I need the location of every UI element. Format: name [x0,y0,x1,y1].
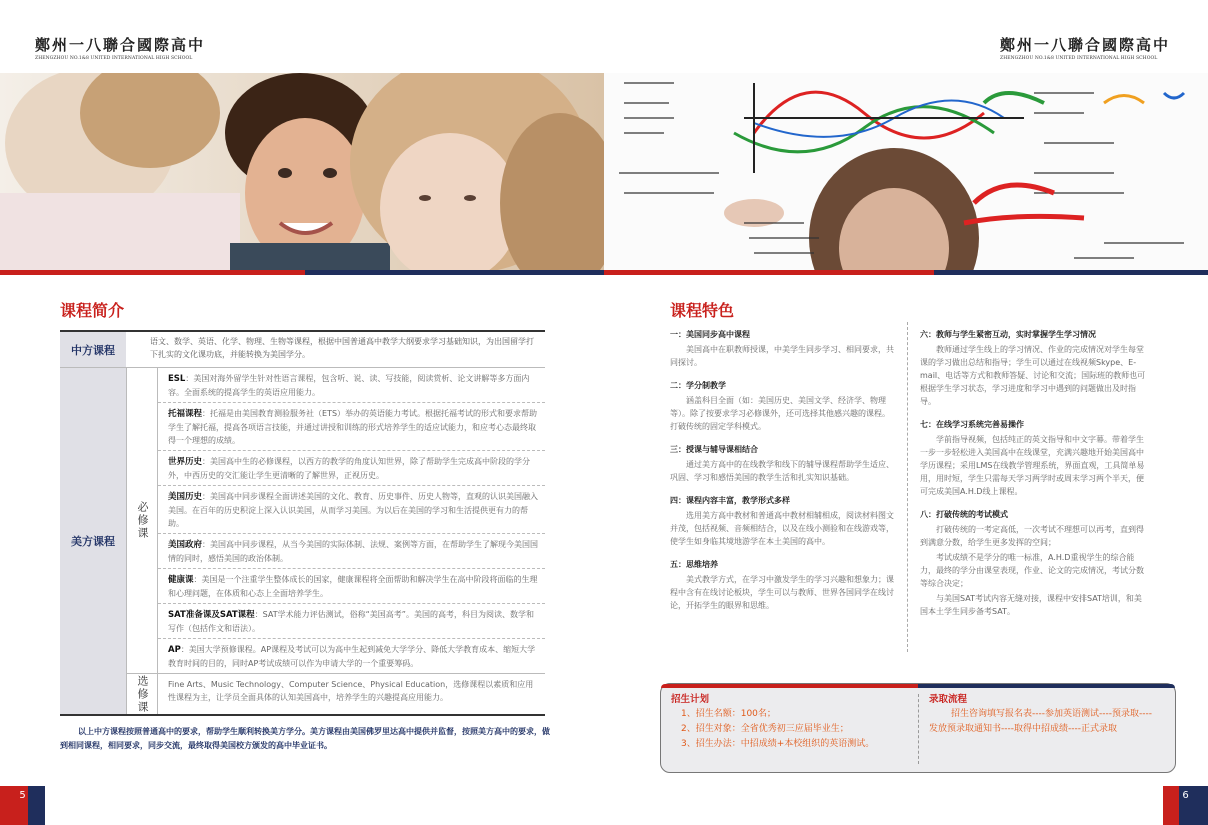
elective-label: 选修课 [126,674,158,714]
feature-title: 四：课程内容丰富，教学形式多样 [670,496,790,505]
required-course-item [158,368,545,403]
feature-text: 涵盖科目全面（如：美国历史、美国文学、经济学、物理等）。除了按要求学习必修课外，还可选择其他感兴趣的课程。打破传统的固定学科模式。 [670,396,890,431]
enrollment-plan [671,692,916,752]
features-column-left [670,328,895,622]
feature-title: 六：教师与学生紧密互动，实时掌握学生学习情况 [920,330,1096,339]
section-title-course-intro: 课程简介 [60,301,125,320]
school-name-cn: 鄭州一八聯合國際高中 [35,36,206,54]
required-course-name: 健康课 [168,575,194,585]
students-photo [0,73,604,270]
american-course-body [126,368,545,714]
enrollment-plan-line: 3、招生办法：中招成绩+本校组织的英语测试。 [681,739,875,749]
feature-text: 打破传统的一考定高低，一次考试不理想可以再考，直到得到满意分数，给学生更多发挥的空间； [920,525,1144,547]
school-logo-right [1000,34,1170,61]
page-number-left-text: 5 [19,790,26,801]
american-course-row [60,368,545,714]
feature-title: 八：打破传统的考试模式 [920,510,1008,519]
feature-text: 与美国SAT考试内容无缝对接，课程中安排SAT培训，和美国本土学生同步备考SAT。 [920,594,1142,616]
chinese-course-label: 中方课程 [60,332,126,367]
feature-title: 二：学分制教学 [670,381,726,390]
red-stripe [0,270,305,275]
admission-process [929,692,1159,737]
features-divider [907,322,908,652]
required-course-desc: ：美国高中同步课程，从当今美国的实际体制、法规、案例等方面，在帮助学生了解现今美国国情的同时，感悟美国的政治体制。 [168,540,539,563]
enrollment-box-stripe [661,684,1175,688]
school-logo [35,34,205,61]
required-course-name: SAT准备课及SAT课程 [168,610,255,620]
required-course-desc: ：美国大学预修课程。AP课程及考试可以为高中生起到减免大学学分、降低大学教育成本、缩短大学教育时间的目的，同时AP考试成绩可以作为申请大学的一个重要筹码。 [168,645,536,668]
required-course-item [158,403,545,451]
feature-text: 学前指导视频，包括纯正的英文指导和中文字幕。带着学生一步一步轻松进入美国高中在线课堂，充满兴趣地开始美国高中学历课程；采用LMS在线教学管理系统，界面直观，工具简单易用，用时短，学生只需每天学习两学时或周末学习两个半天，便可完成美国A.H.D线上课程。 [920,435,1145,496]
feature-text: 美式教学方式，在学习中激发学生的学习兴趣和想象力；课程中含有在线讨论板块，学生可以与教师、世界各国同学在线讨论，开拓学生的眼界和思维。 [670,575,894,610]
navy-stripe [305,270,604,275]
required-course-name: 美国历史 [168,492,203,502]
required-course-name: 托福课程 [168,409,203,419]
chinese-course-row [60,332,545,368]
required-course-desc: ：托福是由美国教育测验服务社（ETS）举办的英语能力考试。根据托福考试的形式和要求帮助学生了解托福，提高各项语言技能，并通过讲授和训练的形式培养学生的适应试能力，和应考心态最终取得一个理想的成绩。 [168,409,538,445]
required-course-name: ESL [168,374,186,384]
enrollment-plan-line: 1、招生名额：100名； [681,709,776,719]
features-column-right [920,328,1146,628]
page-corner-red-right [1163,786,1179,825]
required-course-item [158,639,545,673]
feature-text: 教师通过学生线上的学习情况、作业的完成情况对学生每堂课的学习做出总结和指导；学生可以通过在线视频Skype、E-mail、电话等方式和教师答疑、讨论和交流；国际班的教师也可根据学生学习状态，学习进度和学习中遇到的问题做出及时指导。 [920,345,1146,406]
course-note: 以上中方课程按照普通高中的要求，帮助学生顺利转换美方学分。美方课程由美国佛罗里达高中提供并监督，按照美方高中的要求，做到相同课程，相同要求，同步交流，最终取得美国校方颁发的高中毕业证书。 [60,727,550,750]
math-photo [604,73,1208,270]
required-group [126,368,545,674]
feature-title: 一：美国同步高中课程 [670,330,750,339]
school-name-en-right: ZHENGZHOU NO.1&8 UNITED INTERNATIONAL HIGH SCHOOL [999,56,1158,61]
required-course-item [158,451,545,486]
page-corner-navy-left [28,786,45,825]
required-course-name: 世界历史 [168,457,203,467]
required-label: 必修课 [126,368,158,673]
required-course-desc: ：美国高中生的必修课程，以西方的教学的角度认知世界，除了帮助学生完成高中阶段的学分外，中西历史的交汇能让学生更清晰的了解世界，正视历史。 [168,457,531,480]
elective-group [126,674,545,714]
enrollment-box [660,683,1176,773]
page-number-right-text: 6 [1182,790,1189,801]
required-course-name: 美国政府 [168,540,203,550]
section-title-course-features: 课程特色 [670,301,735,320]
required-course-item [158,569,545,604]
enrollment-divider [918,694,919,764]
feature-text: 考试成绩不是学分的唯一标准，A.H.D重视学生的综合能力，最终的学分由课堂表现，作业、论文的完成情况，考试分数等综合决定； [920,553,1144,588]
american-course-label: 美方课程 [60,368,126,714]
enrollment-plan-title: 招生计划 [671,694,710,705]
required-items [158,368,545,673]
feature-text: 选用美方高中教材和普通高中教材相辅相成，阅读材料图文并茂，包括视频、音频相结合，以及在线小测验和在线游戏等，使学生如身临其境地游学在本土美国的高中。 [670,511,894,546]
course-table [60,330,545,716]
required-course-desc: ：SAT学术能力评估测试，俗称“美国高考”。美国的高考，科目为阅读、数学和写作（包括作文和语法）。 [168,610,534,633]
feature-title: 七：在线学习系统完善易操作 [920,420,1024,429]
right-page [604,0,1208,825]
navy-stripe-right [934,270,1208,275]
required-course-item [158,486,545,534]
required-course-desc: ：美国对海外留学生针对性语言课程，包含听、说、读、写技能，阅读赏析、论文讲解等多方面内容。全面系统的提高学生的英语应用能力。 [168,374,530,397]
chinese-course-text: 语文、数学、英语、化学、物理、生物等课程，根据中国普通高中教学大纲要求学习基础知识，为出国留学打下扎实的文化课功底，并能转换为美国学分。 [150,337,534,359]
required-course-item [158,534,545,569]
required-course-item [158,604,545,639]
admission-process-text: 招生咨询填写报名表----参加英语测试----预录取----发放预录取通知书----取得中招成绩----正式录取 [929,709,1152,734]
elective-text: Fine Arts、Music Technology、Computer Science、Physical Education，选修课程以素质和应用性课程为主，让学员全面具体的认知美国高中，培养学生的兴趣提高应用能力。 [168,680,534,703]
feature-text: 美国高中在职教师授课，中美学生同步学习、相同要求，共同探讨。 [670,345,894,367]
required-course-desc: ：美国高中同步课程全面讲述美国的文化、教育、历史事件、历史人物等，直观的认识美国融入美国。在百年的历史积淀上深入认识美国，从而学习美国。为以后在美国的学习和生活提供更有力的帮助。 [168,492,539,528]
elective-items [158,674,545,714]
required-course-name: AP [168,645,181,655]
red-stripe-right [604,270,934,275]
school-name-cn-right: 鄭州一八聯合國際高中 [999,36,1170,54]
feature-title: 五：思维培养 [670,560,718,569]
admission-process-title: 录取流程 [929,694,968,705]
school-name-en: ZHENGZHOU NO.1&8 UNITED INTERNATIONAL HIGH SCHOOL [35,56,193,61]
feature-title: 三：授课与辅导课相结合 [670,445,758,454]
feature-text: 通过美方高中的在线教学和线下的辅导课程帮助学生适应、巩固、学习和感悟美国的教学生活和扎实知识基础。 [670,460,894,482]
enrollment-plan-line: 2、招生对象：全省优秀初三应届毕业生； [681,724,849,734]
required-course-desc: ：美国是一个注重学生整体成长的国家，健康课程将全面帮助和解决学生在高中阶段将面临的生理和心理问题，在体质和心态上全面培养学生。 [168,575,538,598]
